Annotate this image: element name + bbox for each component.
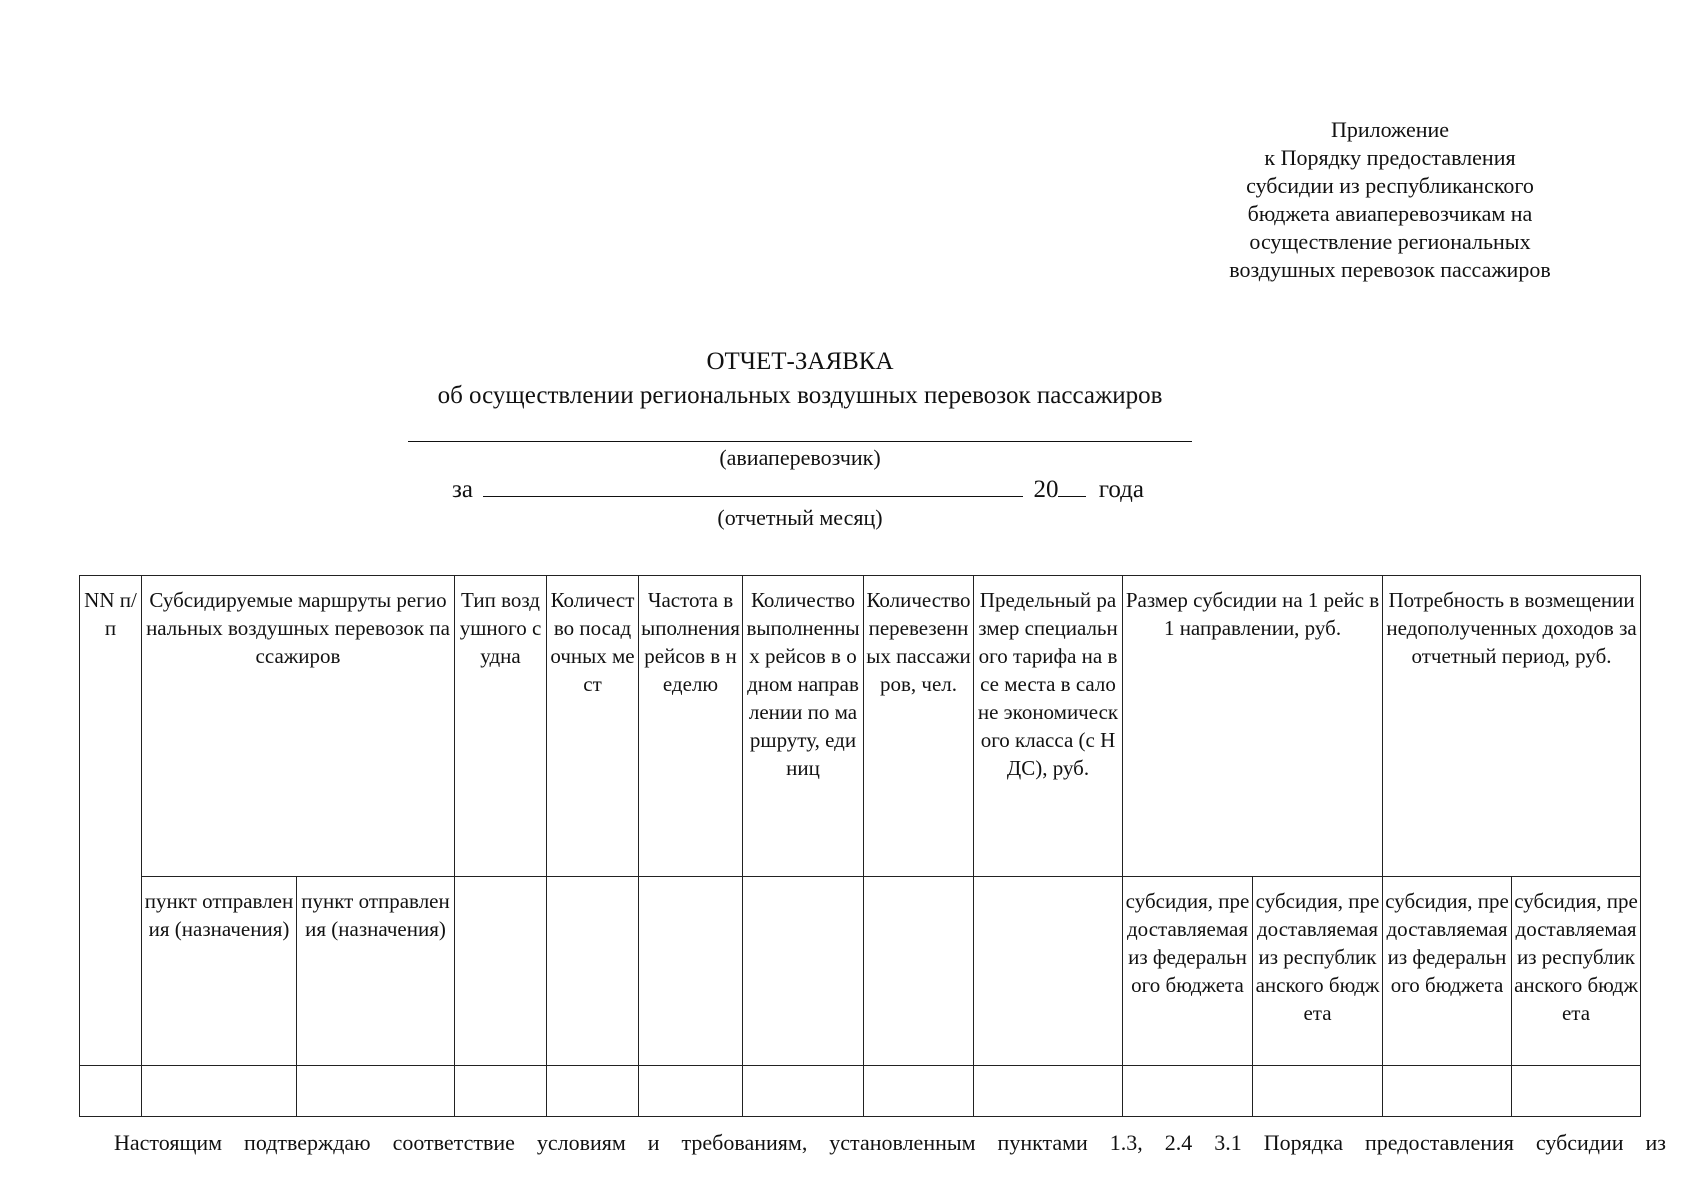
month-blank-line — [483, 474, 1023, 497]
subcol-empty — [455, 877, 547, 1066]
appendix-line: бюджета авиаперевозчикам на — [1247, 201, 1533, 226]
subcol-point-to: пункт отправления (назначения) — [297, 877, 455, 1066]
subcol-empty — [864, 877, 974, 1066]
period-prefix: за — [452, 476, 473, 503]
appendix-line: к Порядку предоставления — [1264, 145, 1516, 170]
table-cell[interactable] — [1253, 1066, 1383, 1117]
report-table — [79, 575, 1641, 1117]
year-suffix: года — [1098, 476, 1144, 503]
carrier-hint: (авиаперевозчик) — [719, 445, 881, 470]
year-blank-line — [1058, 474, 1086, 497]
col-passengers-header: Количество перевезенных пассажиров, чел. — [864, 576, 974, 877]
carrier-blank-line — [408, 441, 1192, 442]
table-cell[interactable] — [80, 1066, 142, 1117]
col-frequency-header: Частота выполнения рейсов в неделю — [639, 576, 743, 877]
period-row — [452, 474, 1144, 506]
appendix-line: Приложение — [1330, 117, 1450, 142]
appendix-block — [1180, 116, 1600, 284]
subcol-empty — [547, 877, 639, 1066]
document-title: ОТЧЕТ-ЗАЯВКА — [706, 348, 894, 375]
col-subsidy-header: Размер субсидии на 1 рейс в 1 направлении, руб. — [1123, 576, 1383, 877]
subcol-empty — [974, 877, 1123, 1066]
table-cell[interactable] — [974, 1066, 1123, 1117]
document-subtitle: об осуществлении региональных воздушных перевозок пассажиров — [437, 382, 1163, 409]
appendix-line: осуществление региональных — [1249, 229, 1531, 254]
col-flights-header: Количество выполненных рейсов в одном направлении по маршруту, единиц — [743, 576, 864, 877]
table-subheader-row — [80, 877, 1641, 1066]
table-row — [80, 1066, 1641, 1117]
table-cell[interactable] — [1383, 1066, 1512, 1117]
subcol-need-republic: субсидия, предоставляемая из республиканского бюджета — [1512, 877, 1641, 1066]
table-cell[interactable] — [547, 1066, 639, 1117]
col-num-header: NN п/п — [80, 576, 142, 1066]
col-seats-header: Количество посадочных мест — [547, 576, 639, 877]
subcol-subsidy-republic: субсидия, предоставляемая из республиканского бюджета — [1253, 877, 1383, 1066]
table-header-row — [80, 576, 1641, 877]
table-cell[interactable] — [142, 1066, 297, 1117]
col-need-header: Потребность в возмещении недополученных доходов за отчетный период, руб. — [1383, 576, 1641, 877]
table-cell[interactable] — [1512, 1066, 1641, 1117]
col-tariff-header: Предельный размер специального тарифа на все места в салоне экономического класса (с НДС), руб. — [974, 576, 1123, 877]
col-routes-header: Субсидируемые маршруты региональных воздушных перевозок пассажиров — [142, 576, 455, 877]
subcol-subsidy-federal: субсидия, предоставляемая из федерального бюджета — [1123, 877, 1253, 1066]
confirmation-text: Настоящим подтверждаю соответствие условиям и требованиям, установленным пунктами 1.3, 2.4 3.1 Порядка предоставления субсидии из — [114, 1130, 1666, 1155]
subcol-point-from: пункт отправления (назначения) — [142, 877, 297, 1066]
appendix-line: субсидии из республиканского — [1246, 173, 1534, 198]
table-cell[interactable] — [297, 1066, 455, 1117]
appendix-line: воздушных перевозок пассажиров — [1229, 257, 1551, 282]
table-cell[interactable] — [864, 1066, 974, 1117]
subcol-empty — [743, 877, 864, 1066]
month-hint: (отчетный месяц) — [717, 505, 883, 530]
table-cell[interactable] — [743, 1066, 864, 1117]
subcol-need-federal: субсидия, предоставляемая из федерального бюджета — [1383, 877, 1512, 1066]
subcol-empty — [639, 877, 743, 1066]
col-aircraft-header: Тип воздушного судна — [455, 576, 547, 877]
table-cell[interactable] — [1123, 1066, 1253, 1117]
table-cell[interactable] — [639, 1066, 743, 1117]
table-cell[interactable] — [455, 1066, 547, 1117]
year-prefix: 20 — [1033, 476, 1059, 503]
